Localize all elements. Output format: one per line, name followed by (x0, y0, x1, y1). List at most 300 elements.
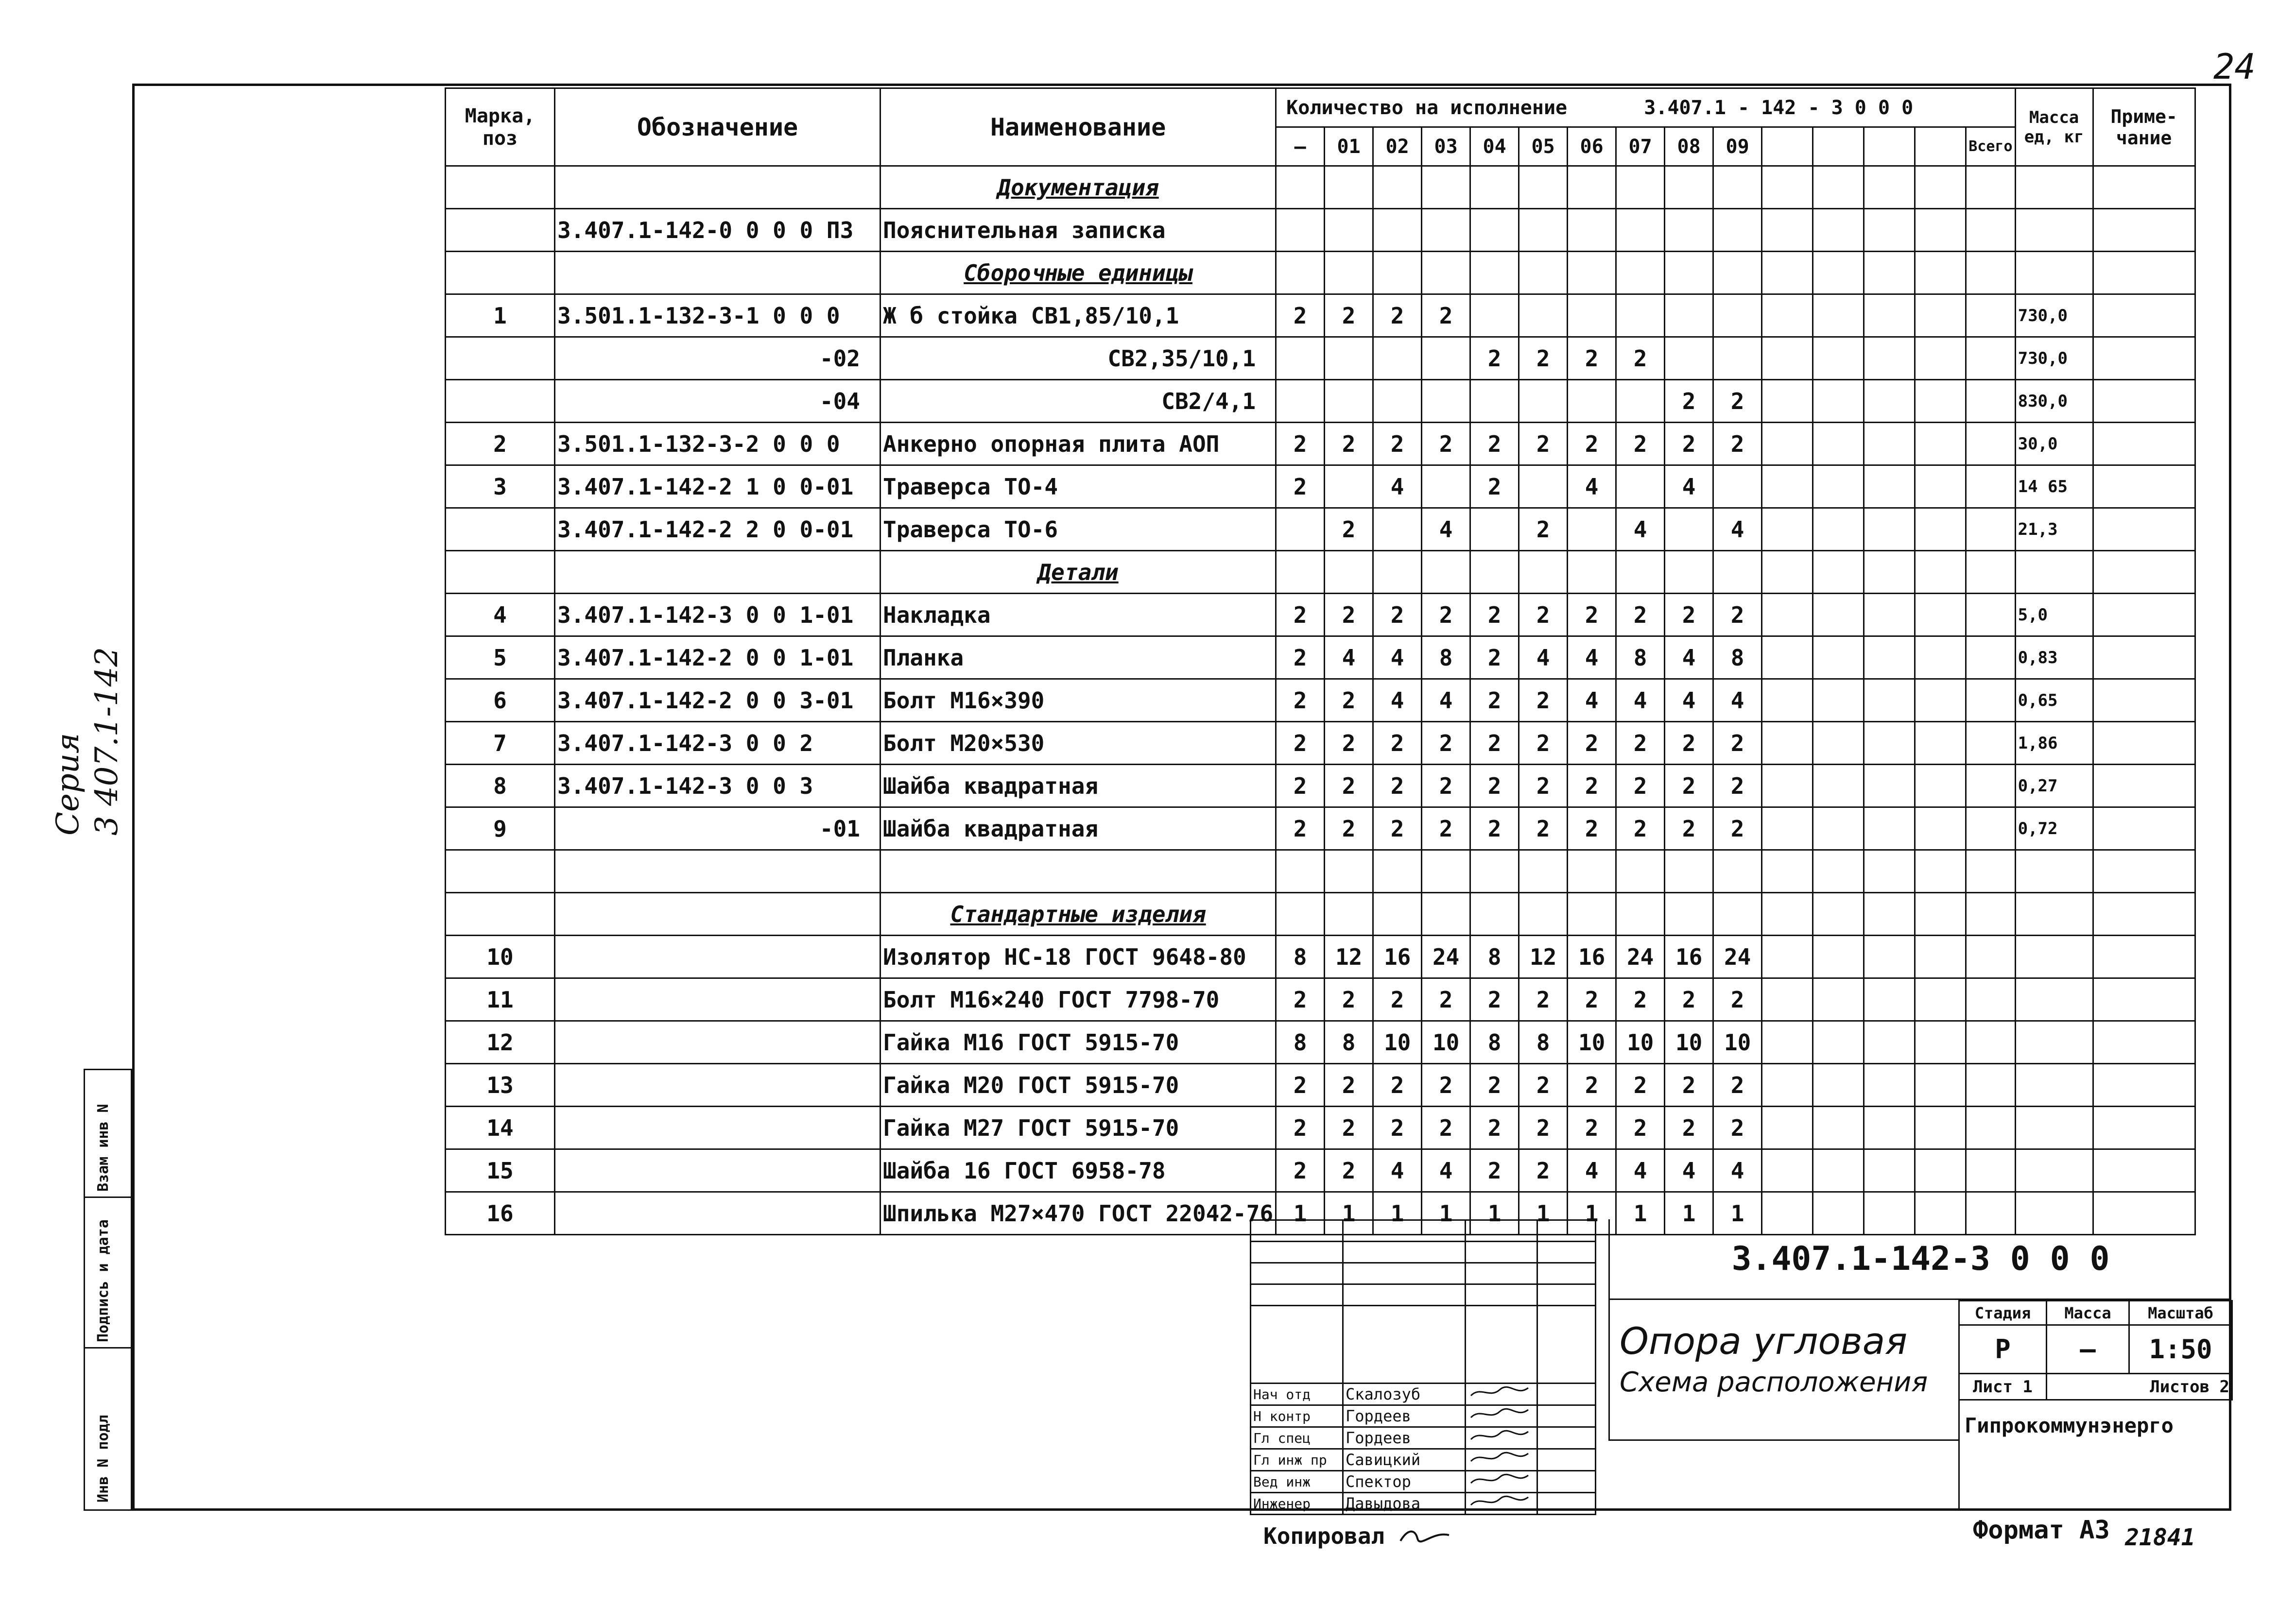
quantity-cell: 2 (1568, 1107, 1616, 1149)
quantity-cell: 4 (1373, 636, 1422, 679)
variant-header: 09 (1713, 127, 1762, 166)
quantity-cell: 2 (1568, 765, 1616, 807)
quantity-cell (1713, 465, 1762, 508)
quantity-cell (1864, 465, 1915, 508)
quantity-cell (1325, 893, 1373, 936)
signer-row (1251, 1471, 1596, 1493)
name-cell: Болт М16×240 ГОСТ 7798-70 (880, 978, 1276, 1021)
unit-mass-cell: 30,0 (2015, 423, 2093, 465)
signature-icon (1466, 1449, 1537, 1471)
variant-header (1915, 127, 1966, 166)
unit-mass-cell (2015, 166, 2093, 209)
quantity-cell (1325, 209, 1373, 252)
quantity-cell (1616, 209, 1665, 252)
quantity-cell (1568, 508, 1616, 551)
position-mark: 12 (446, 1021, 555, 1064)
quantity-cell: 2 (1568, 978, 1616, 1021)
date-cell (1537, 1493, 1596, 1515)
quantity-cell (1325, 465, 1373, 508)
quantity-cell (1422, 337, 1470, 380)
quantity-cell (1813, 1149, 1864, 1192)
unit-mass-cell (2015, 1107, 2093, 1149)
quantity-cell (1762, 936, 1813, 978)
quantity-cell (1966, 722, 2015, 765)
quantity-cell (1813, 252, 1864, 294)
title-block-cell (1466, 1306, 1537, 1384)
note-cell (2093, 551, 2195, 594)
quantity-cell (1915, 936, 1966, 978)
position-mark: 11 (446, 978, 555, 1021)
quantity-cell: 8 (1325, 1021, 1373, 1064)
quantity-cell (1325, 551, 1373, 594)
table-row (446, 209, 2195, 252)
quantity-cell (1966, 1021, 2015, 1064)
quantity-cell: 2 (1470, 423, 1519, 465)
quantity-cell (1762, 380, 1813, 423)
quantity-cell: 12 (1519, 936, 1568, 978)
quantity-cell: 2 (1519, 594, 1568, 636)
quantity-cell: 2 (1276, 1107, 1325, 1149)
quantity-cell: 2 (1713, 423, 1762, 465)
quantity-cell: 2 (1422, 294, 1470, 337)
quantity-cell (1813, 893, 1864, 936)
quantity-cell (1422, 166, 1470, 209)
name-cell: Болт М16×390 (880, 679, 1276, 722)
title-block-cell (1537, 1284, 1596, 1306)
quantity-cell: 2 (1713, 807, 1762, 850)
signer-role: Н контр (1251, 1405, 1343, 1427)
table-row (446, 465, 2195, 508)
title-block-cell (1251, 1284, 1343, 1306)
quantity-cell: 16 (1373, 936, 1422, 978)
quantity-cell (1915, 978, 1966, 1021)
header-note: Приме-чание (2093, 88, 2195, 166)
quantity-cell: 1 (1470, 1192, 1519, 1235)
quantity-cell (1966, 594, 2015, 636)
quantity-cell (1470, 380, 1519, 423)
quantity-cell (1373, 166, 1422, 209)
name-cell: СВ2,35/10,1 (880, 337, 1276, 380)
quantity-cell: 10 (1568, 1021, 1616, 1064)
quantity-cell: 2 (1325, 1064, 1373, 1107)
quantity-cell (1568, 252, 1616, 294)
left-block-label: Подпись и дата (95, 1219, 112, 1342)
designation-cell (555, 551, 880, 594)
quantity-cell: 2 (1519, 765, 1568, 807)
title-block-cell (1343, 1284, 1466, 1306)
quantity-cell (1762, 337, 1813, 380)
signer-row (1251, 1449, 1596, 1471)
sheet-label: Лист 1 (1959, 1374, 2047, 1400)
quantity-cell: 2 (1422, 1064, 1470, 1107)
quantity-cell: 2 (1568, 1064, 1616, 1107)
quantity-cell (1762, 765, 1813, 807)
position-mark: 2 (446, 423, 555, 465)
quantity-cell (1864, 166, 1915, 209)
signer-name: Гордеев (1343, 1405, 1466, 1427)
position-mark (446, 337, 555, 380)
quantity-cell (1813, 209, 1864, 252)
name-cell: Изолятор НС-18 ГОСТ 9648-80 (880, 936, 1276, 978)
quantity-cell (1966, 252, 2015, 294)
quantity-cell (1813, 936, 1864, 978)
quantity-cell: 24 (1616, 936, 1665, 978)
name-cell: Траверса ТО-4 (880, 465, 1276, 508)
quantity-cell: 4 (1568, 1149, 1616, 1192)
quantity-cell (1966, 337, 2015, 380)
quantity-cell (1966, 465, 2015, 508)
table-row (446, 893, 2195, 936)
quantity-cell (1813, 294, 1864, 337)
quantity-cell: 4 (1373, 679, 1422, 722)
signer-role: Гл спец (1251, 1427, 1343, 1449)
quantity-cell: 2 (1325, 423, 1373, 465)
quantity-cell: 2 (1373, 978, 1422, 1021)
title-block-blank-row (1251, 1220, 1596, 1242)
name-cell: Гайка М27 ГОСТ 5915-70 (880, 1107, 1276, 1149)
quantity-cell (1422, 209, 1470, 252)
quantity-cell: 2 (1713, 380, 1762, 423)
quantity-cell: 2 (1422, 1107, 1470, 1149)
quantity-cell (1813, 1107, 1864, 1149)
signer-name: Давыдова (1343, 1493, 1466, 1515)
quantity-cell (1665, 551, 1713, 594)
unit-mass-cell: 730,0 (2015, 337, 2093, 380)
quantity-cell (1568, 893, 1616, 936)
scale-value: 1:50 (2129, 1325, 2232, 1374)
left-approval-block (84, 1069, 132, 1511)
table-row (446, 252, 2195, 294)
quantity-cell (1325, 850, 1373, 893)
quantity-cell: 4 (1665, 465, 1713, 508)
quantity-cell: 2 (1276, 722, 1325, 765)
quantity-cell (1470, 850, 1519, 893)
quantity-cell: 4 (1713, 1149, 1762, 1192)
quantity-cell: 2 (1276, 1149, 1325, 1192)
variant-header (1762, 127, 1813, 166)
quantity-cell: 4 (1665, 636, 1713, 679)
quantity-cell (1813, 166, 1864, 209)
designation-cell (555, 252, 880, 294)
name-cell: Шайба 16 ГОСТ 6958-78 (880, 1149, 1276, 1192)
quantity-cell (1864, 594, 1915, 636)
title-block-cell (1466, 1263, 1537, 1284)
unit-mass-cell: 0,83 (2015, 636, 2093, 679)
quantity-cell (1665, 893, 1713, 936)
variant-header: 07 (1616, 127, 1665, 166)
unit-mass-cell (2015, 1021, 2093, 1064)
quantity-cell: 2 (1422, 594, 1470, 636)
quantity-cell (1325, 166, 1373, 209)
quantity-cell (1616, 380, 1665, 423)
title-block-cell (1466, 1284, 1537, 1306)
quantity-cell: 4 (1713, 508, 1762, 551)
signer-row (1251, 1493, 1596, 1515)
quantity-cell: 2 (1373, 722, 1422, 765)
quantity-cell (1713, 893, 1762, 936)
table-row (446, 807, 2195, 850)
quantity-cell: 2 (1616, 765, 1665, 807)
designation-cell (555, 1021, 880, 1064)
quantity-cell: 2 (1325, 508, 1373, 551)
format-text: Формат А3 (1973, 1516, 2110, 1545)
quantity-cell (1713, 337, 1762, 380)
quantity-cell (1373, 551, 1422, 594)
quantity-cell: 2 (1470, 978, 1519, 1021)
note-cell (2093, 508, 2195, 551)
quantity-cell: 2 (1616, 423, 1665, 465)
quantity-cell (1470, 893, 1519, 936)
header-qty-code: 3.407.1 - 142 - 3 0 0 0 (1644, 96, 1914, 119)
note-cell (2093, 594, 2195, 636)
quantity-cell (1813, 679, 1864, 722)
note-cell (2093, 893, 2195, 936)
note-cell (2093, 850, 2195, 893)
quantity-cell (1864, 252, 1915, 294)
designation-cell: 3.407.1-142-3 0 0 1-01 (555, 594, 880, 636)
quantity-cell: 8 (1616, 636, 1665, 679)
quantity-cell: 1 (1568, 1192, 1616, 1235)
signer-name: Спектор (1343, 1471, 1466, 1493)
quantity-cell: 8 (1276, 1021, 1325, 1064)
unit-mass-cell: 830,0 (2015, 380, 2093, 423)
position-mark (446, 166, 555, 209)
note-cell (2093, 423, 2195, 465)
quantity-cell (1373, 209, 1422, 252)
quantity-cell (1864, 1021, 1915, 1064)
quantity-cell (1966, 636, 2015, 679)
quantity-cell: 1 (1325, 1192, 1373, 1235)
quantity-cell (1616, 465, 1665, 508)
header-row (446, 88, 2195, 127)
quantity-cell (1915, 508, 1966, 551)
quantity-cell (1915, 1021, 1966, 1064)
quantity-cell (1762, 679, 1813, 722)
quantity-cell (1915, 166, 1966, 209)
table-row (446, 294, 2195, 337)
signature-icon (1466, 1384, 1537, 1405)
quantity-cell: 2 (1665, 978, 1713, 1021)
quantity-cell (1966, 166, 2015, 209)
quantity-cell (1864, 1064, 1915, 1107)
quantity-cell: 2 (1422, 807, 1470, 850)
quantity-cell (1864, 209, 1915, 252)
quantity-cell (1762, 166, 1813, 209)
quantity-cell (1813, 722, 1864, 765)
table-row (446, 551, 2195, 594)
quantity-cell: 2 (1713, 765, 1762, 807)
signer-name: Савицкий (1343, 1449, 1466, 1471)
quantity-cell (1276, 337, 1325, 380)
designation-cell: 3.407.1-142-2 1 0 0-01 (555, 465, 880, 508)
table-row (446, 1149, 2195, 1192)
quantity-cell: 2 (1713, 722, 1762, 765)
table-row (446, 594, 2195, 636)
quantity-cell: 2 (1568, 337, 1616, 380)
variant-header: 03 (1422, 127, 1470, 166)
quantity-cell (1373, 337, 1422, 380)
document-code: 3.407.1-142-3 0 0 0 (1608, 1219, 2231, 1300)
copied-label: Копировал (1263, 1523, 1385, 1549)
quantity-cell (1276, 850, 1325, 893)
variant-header: 02 (1373, 127, 1422, 166)
quantity-cell: 4 (1713, 679, 1762, 722)
quantity-cell (1966, 936, 2015, 978)
unit-mass-cell (2015, 936, 2093, 978)
name-cell: Планка (880, 636, 1276, 679)
series-note (49, 647, 126, 836)
signer-name: Гордеев (1343, 1427, 1466, 1449)
quantity-cell (1519, 380, 1568, 423)
quantity-cell: 2 (1616, 594, 1665, 636)
quantity-cell: 2 (1470, 337, 1519, 380)
quantity-cell (1813, 337, 1864, 380)
unit-mass-cell: 730,0 (2015, 294, 2093, 337)
quantity-cell (1864, 294, 1915, 337)
quantity-cell (1616, 551, 1665, 594)
quantity-cell: 16 (1568, 936, 1616, 978)
quantity-cell: 2 (1616, 1107, 1665, 1149)
quantity-cell: 2 (1665, 1107, 1713, 1149)
position-mark (446, 380, 555, 423)
quantity-cell (1864, 765, 1915, 807)
quantity-cell: 2 (1616, 978, 1665, 1021)
quantity-cell (1470, 209, 1519, 252)
quantity-cell (1966, 423, 2015, 465)
quantity-cell (1813, 423, 1864, 465)
signer-row (1251, 1384, 1596, 1405)
quantity-cell: 10 (1616, 1021, 1665, 1064)
header-qty (1276, 88, 2015, 127)
quantity-cell (1373, 850, 1422, 893)
position-mark (446, 209, 555, 252)
quantity-cell: 2 (1665, 423, 1713, 465)
quantity-cell (1713, 551, 1762, 594)
quantity-cell (1276, 380, 1325, 423)
table-row (446, 380, 2195, 423)
quantity-cell (1762, 1149, 1813, 1192)
quantity-cell: 4 (1568, 679, 1616, 722)
unit-mass-cell: 0,65 (2015, 679, 2093, 722)
note-cell (2093, 337, 2195, 380)
quantity-cell: 1 (1665, 1192, 1713, 1235)
quantity-cell (1762, 508, 1813, 551)
table-row (446, 166, 2195, 209)
name-cell: Накладка (880, 594, 1276, 636)
quantity-cell (1568, 380, 1616, 423)
quantity-cell: 2 (1276, 465, 1325, 508)
quantity-cell (1276, 252, 1325, 294)
quantity-cell: 2 (1519, 1064, 1568, 1107)
quantity-cell (1568, 166, 1616, 209)
variant-header: 06 (1568, 127, 1616, 166)
quantity-cell: 2 (1325, 1107, 1373, 1149)
quantity-cell (1966, 978, 2015, 1021)
title-block-cell (1537, 1306, 1596, 1384)
quantity-cell (1813, 978, 1864, 1021)
designation-cell (555, 893, 880, 936)
unit-mass-cell (2015, 978, 2093, 1021)
quantity-cell (1864, 337, 1915, 380)
quantity-cell (1915, 252, 1966, 294)
quantity-cell: 2 (1713, 1064, 1762, 1107)
quantity-cell (1813, 765, 1864, 807)
title-block-cell (1251, 1220, 1343, 1242)
quantity-cell: 2 (1422, 978, 1470, 1021)
name-cell: Анкерно опорная плита АОП (880, 423, 1276, 465)
quantity-cell: 2 (1519, 978, 1568, 1021)
signature-icon (1466, 1405, 1537, 1427)
quantity-cell: 2 (1325, 807, 1373, 850)
quantity-cell: 4 (1422, 508, 1470, 551)
quantity-cell: 16 (1665, 936, 1713, 978)
header-mass: Масса ед, кг (2015, 88, 2093, 166)
quantity-cell (1864, 1149, 1915, 1192)
unit-mass-cell (2015, 850, 2093, 893)
quantity-cell (1325, 337, 1373, 380)
quantity-cell (1864, 423, 1915, 465)
quantity-cell: 2 (1373, 423, 1422, 465)
signer-role: Вед инж (1251, 1471, 1343, 1493)
quantity-cell: 8 (1713, 636, 1762, 679)
quantity-cell (1519, 252, 1568, 294)
quantity-cell (1665, 166, 1713, 209)
quantity-cell (1813, 850, 1864, 893)
quantity-cell: 2 (1519, 1149, 1568, 1192)
quantity-cell (1470, 551, 1519, 594)
quantity-cell: 1 (1713, 1192, 1762, 1235)
quantity-cell (1864, 636, 1915, 679)
quantity-cell (1864, 850, 1915, 893)
quantity-cell: 2 (1276, 1064, 1325, 1107)
series-code: 3 407.1-142 (89, 647, 125, 836)
quantity-cell (1616, 252, 1665, 294)
sheets-label: Листов 2 (2047, 1374, 2232, 1400)
quantity-cell (1762, 1064, 1813, 1107)
signature-icon (1466, 1427, 1537, 1449)
quantity-cell (1762, 551, 1813, 594)
quantity-cell: 2 (1665, 1064, 1713, 1107)
quantity-cell (1276, 209, 1325, 252)
quantity-cell (1762, 636, 1813, 679)
position-mark: 5 (446, 636, 555, 679)
quantity-cell: 2 (1276, 807, 1325, 850)
quantity-cell (1470, 508, 1519, 551)
quantity-cell: 12 (1325, 936, 1373, 978)
quantity-cell (1519, 294, 1568, 337)
organization: Гипрокоммунэнерго (1958, 1399, 2231, 1511)
mass-label: Масса (2047, 1301, 2129, 1325)
quantity-cell: 2 (1470, 1149, 1519, 1192)
position-mark: 16 (446, 1192, 555, 1235)
quantity-cell (1915, 380, 1966, 423)
quantity-cell (1519, 166, 1568, 209)
quantity-cell (1813, 636, 1864, 679)
quantity-cell (1762, 294, 1813, 337)
quantity-cell: 2 (1373, 294, 1422, 337)
header-name: Наименование (880, 88, 1276, 166)
title-block-cell (1343, 1306, 1466, 1384)
quantity-cell: 2 (1276, 636, 1325, 679)
position-mark: 14 (446, 1107, 555, 1149)
quantity-cell: 4 (1665, 679, 1713, 722)
quantity-cell (1864, 679, 1915, 722)
title-block-blank-row (1251, 1263, 1596, 1284)
quantity-cell (1665, 252, 1713, 294)
quantity-cell (1762, 850, 1813, 893)
quantity-cell (1915, 679, 1966, 722)
quantity-cell: 2 (1276, 594, 1325, 636)
